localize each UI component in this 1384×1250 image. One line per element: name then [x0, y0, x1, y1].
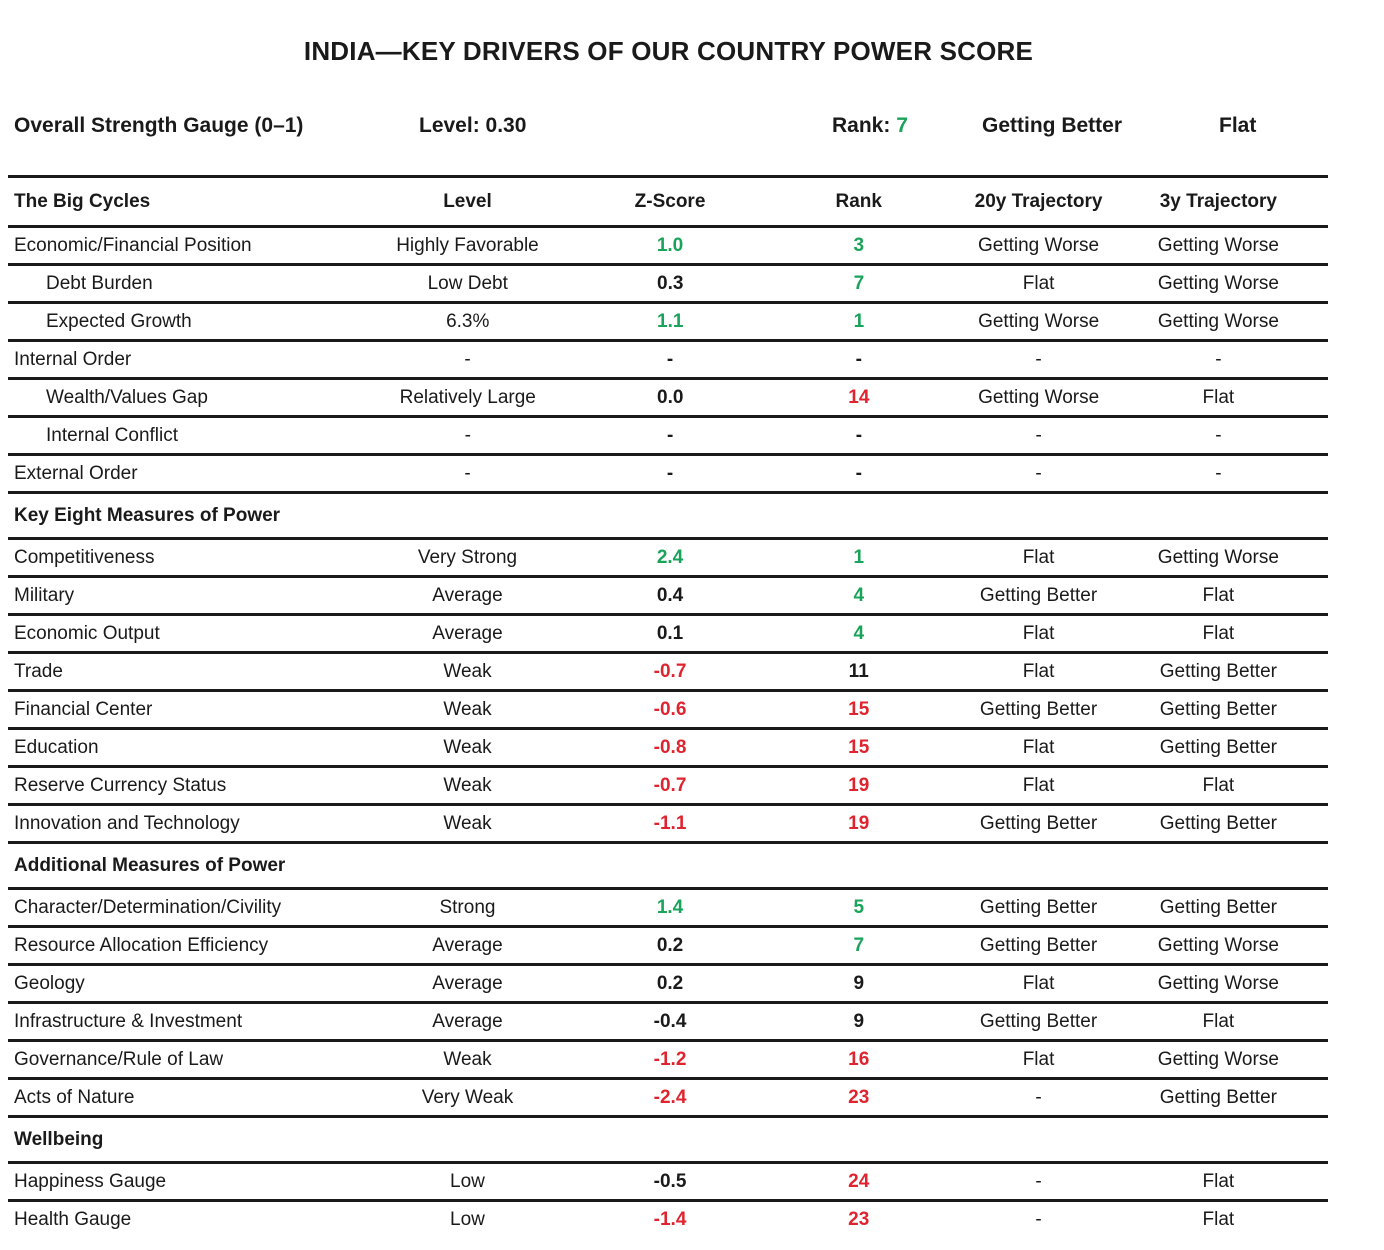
table-row	[8, 456, 1328, 494]
rank-cell: 7	[853, 272, 865, 294]
trajectory-3y-cell: Getting Worse	[1157, 1048, 1279, 1070]
trajectory-20y-cell: -	[1035, 1208, 1042, 1230]
measure-name: Economic Output	[14, 622, 160, 644]
table-row	[8, 616, 1328, 654]
z-score-cell: 1.0	[656, 234, 684, 256]
rank-cell: 9	[853, 972, 865, 994]
rank-cell: 14	[848, 386, 870, 408]
level-cell: Very Weak	[421, 1086, 514, 1108]
trajectory-3y-cell: Getting Worse	[1157, 234, 1279, 256]
measure-name: Competitiveness	[14, 546, 155, 568]
section-title: Wellbeing	[14, 1128, 104, 1150]
rank-cell: 24	[848, 1170, 870, 1192]
rank-cell: 15	[848, 736, 870, 758]
trajectory-3y-cell: Getting Better	[1159, 1086, 1277, 1108]
measure-name: External Order	[14, 462, 138, 484]
level-cell: -	[464, 424, 471, 446]
level-cell: Weak	[443, 698, 492, 720]
trajectory-3y-cell: Getting Worse	[1157, 546, 1279, 568]
level-cell: 6.3%	[446, 310, 490, 332]
trajectory-20y-cell: Flat	[1022, 972, 1055, 994]
z-score-cell: 0.0	[657, 386, 684, 408]
trajectory-3y-cell: -	[1215, 348, 1222, 370]
measure-name: Innovation and Technology	[14, 812, 240, 834]
table-row	[8, 1042, 1328, 1080]
trajectory-3y-cell: Flat	[1202, 1208, 1235, 1230]
trajectory-3y-cell: Flat	[1202, 622, 1235, 644]
rank-cell: 9	[853, 1010, 865, 1032]
z-score-cell: -	[666, 348, 674, 370]
trajectory-3y-cell: Getting Better	[1159, 896, 1277, 918]
trajectory-20y-cell: Flat	[1022, 736, 1055, 758]
rank-cell: 1	[853, 546, 865, 568]
level-cell: -	[464, 348, 471, 370]
trajectory-20y-cell: Getting Better	[979, 934, 1098, 956]
table-row	[8, 380, 1328, 418]
trajectory-20y-cell: Flat	[1022, 272, 1055, 294]
table-row	[8, 928, 1328, 966]
section-header-row	[8, 1118, 1328, 1164]
level-cell: -	[464, 462, 471, 484]
z-score-cell: -0.7	[653, 660, 687, 682]
overall-rank-value: 7	[896, 114, 908, 137]
z-score-cell: -0.8	[653, 736, 687, 758]
measure-name: Happiness Gauge	[14, 1170, 167, 1192]
trajectory-20y-cell: -	[1035, 424, 1042, 446]
z-score-cell: 0.4	[656, 584, 684, 606]
table-row	[8, 768, 1328, 806]
rank-cell: 15	[848, 698, 870, 720]
table-row	[8, 654, 1328, 692]
level-cell: Low Debt	[427, 272, 508, 294]
measure-name: Internal Order	[14, 348, 132, 370]
level-cell: Very Strong	[417, 546, 518, 568]
rank-cell: 11	[848, 660, 869, 682]
measure-name: Trade	[14, 660, 63, 682]
measure-name: Infrastructure & Investment	[14, 1010, 243, 1032]
z-score-cell: -0.7	[653, 774, 687, 796]
measure-name: Governance/Rule of Law	[14, 1048, 224, 1070]
rank-cell: -	[855, 424, 863, 446]
z-score-cell: -0.4	[653, 1010, 687, 1032]
measure-name: Military	[14, 584, 75, 606]
measure-name: Internal Conflict	[46, 424, 179, 446]
measure-name: Reserve Currency Status	[14, 774, 227, 796]
trajectory-3y-cell: Getting Better	[1159, 812, 1277, 834]
trajectory-20y-cell: -	[1035, 348, 1042, 370]
rank-cell: 19	[848, 812, 870, 834]
z-score-cell: 0.1	[656, 622, 684, 644]
z-score-cell: 1.1	[657, 310, 684, 332]
z-score-cell: 2.4	[656, 546, 684, 568]
column-header-rank: Rank	[835, 190, 882, 212]
rank-cell: 23	[848, 1086, 870, 1108]
z-score-cell: -	[666, 462, 674, 484]
z-score-cell: -0.6	[653, 698, 687, 720]
trajectory-3y-cell: Getting Worse	[1157, 272, 1279, 294]
table-row	[8, 266, 1328, 304]
table-row	[8, 890, 1328, 928]
overall-rank	[832, 114, 908, 144]
rank-cell: 1	[853, 310, 865, 332]
trajectory-20y-cell: -	[1035, 462, 1042, 484]
trajectory-3y-cell: Getting Worse	[1157, 934, 1279, 956]
rank-cell: 19	[848, 774, 870, 796]
measure-name: Expected Growth	[46, 310, 192, 332]
measure-name: Resource Allocation Efficiency	[14, 934, 269, 956]
table-row	[8, 578, 1328, 616]
trajectory-3y-cell: -	[1215, 424, 1222, 446]
rank-cell: 3	[853, 234, 865, 256]
rank-cell: 23	[848, 1208, 870, 1230]
table-row	[8, 1202, 1328, 1237]
column-header-20y-trajectory: 20y Trajectory	[974, 190, 1103, 212]
table-row	[8, 730, 1328, 768]
trajectory-20y-cell: Getting Better	[979, 812, 1098, 834]
level-cell: Weak	[443, 812, 492, 834]
trajectory-3y-cell: -	[1215, 462, 1222, 484]
trajectory-3y-cell: Getting Worse	[1157, 972, 1279, 994]
trajectory-20y-cell: Flat	[1022, 1048, 1055, 1070]
trajectory-20y-cell: Getting Better	[979, 584, 1098, 606]
table-row	[8, 304, 1328, 342]
table-row	[8, 806, 1328, 844]
column-header-level: Level	[443, 190, 492, 212]
table-row	[8, 966, 1328, 1004]
trajectory-20y-cell: Getting Worse	[978, 386, 1100, 408]
trajectory-3y-cell: Flat	[1202, 584, 1235, 606]
trajectory-20y-cell: -	[1035, 1170, 1042, 1192]
z-score-cell: 0.2	[656, 972, 684, 994]
trajectory-20y-cell: -	[1035, 1086, 1042, 1108]
level-cell: Low	[450, 1208, 485, 1230]
trajectory-3y-cell: Flat	[1202, 1170, 1235, 1192]
rank-cell: 4	[853, 584, 865, 606]
level-cell: Weak	[443, 774, 492, 796]
rank-cell: 4	[853, 622, 865, 644]
z-score-cell: -1.1	[653, 812, 687, 834]
trajectory-3y-cell: Getting Better	[1159, 698, 1277, 720]
trajectory-20y-cell: Getting Worse	[977, 234, 1100, 256]
trajectory-20y-cell: Getting Better	[979, 896, 1098, 918]
column-header-big-cycles: The Big Cycles	[14, 190, 151, 212]
trajectory-20y-cell: Flat	[1022, 546, 1055, 568]
drivers-table	[8, 175, 1328, 1237]
level-cell: Strong	[439, 896, 496, 918]
rank-cell: -	[855, 462, 862, 484]
section-header-row	[8, 844, 1328, 890]
trajectory-3y-cell: Getting Better	[1159, 660, 1277, 682]
measure-name: Geology	[14, 972, 85, 994]
z-score-cell: 1.4	[656, 896, 684, 918]
trajectory-20y-cell: Getting Better	[979, 698, 1098, 720]
measure-name: Character/Determination/Civility	[14, 896, 282, 918]
trajectory-3y-cell: Flat	[1202, 386, 1235, 408]
z-score-cell: -0.5	[653, 1170, 687, 1192]
z-score-cell: -2.4	[653, 1086, 687, 1108]
trajectory-20y-cell: Getting Worse	[978, 310, 1100, 332]
rank-cell: 7	[853, 934, 865, 956]
rank-cell: 16	[848, 1048, 870, 1070]
measure-name: Economic/Financial Position	[14, 234, 252, 256]
z-score-cell: 0.2	[656, 934, 684, 956]
table-row	[8, 418, 1328, 456]
level-cell: Average	[432, 622, 503, 644]
z-score-cell: -	[667, 424, 674, 446]
table-row	[8, 1080, 1328, 1118]
overall-trajectory-3y: Flat	[1219, 114, 1257, 137]
measure-name: Wealth/Values Gap	[46, 386, 208, 408]
section-header-row	[8, 494, 1328, 540]
level-cell: Average	[432, 584, 503, 606]
level-cell: Low	[450, 1170, 485, 1192]
trajectory-20y-cell: Flat	[1022, 622, 1055, 644]
level-cell: Weak	[443, 660, 492, 682]
measure-name: Education	[14, 736, 99, 758]
table-row	[8, 1164, 1328, 1202]
column-header-z-score: Z-Score	[634, 190, 706, 212]
trajectory-3y-cell: Getting Better	[1159, 736, 1277, 758]
trajectory-20y-cell: Flat	[1022, 660, 1055, 682]
rank-cell: -	[855, 348, 862, 370]
z-score-cell: -1.2	[653, 1048, 687, 1070]
trajectory-3y-cell: Getting Worse	[1157, 310, 1279, 332]
table-header-row	[8, 175, 1328, 228]
table-row	[8, 540, 1328, 578]
level-cell: Average	[432, 934, 503, 956]
level-cell: Average	[432, 972, 503, 994]
trajectory-20y-cell: Getting Better	[979, 1010, 1098, 1032]
measure-name: Acts of Nature	[14, 1086, 135, 1108]
trajectory-3y-cell: Flat	[1202, 774, 1235, 796]
measure-name: Health Gauge	[14, 1208, 132, 1230]
level-cell: Highly Favorable	[396, 234, 539, 256]
z-score-cell: -1.4	[653, 1208, 687, 1230]
table-row	[8, 342, 1328, 380]
rank-cell: 5	[853, 896, 865, 918]
overall-rank-label: Rank:	[832, 114, 891, 137]
section-title: Key Eight Measures of Power	[14, 504, 281, 526]
overall-level: Level: 0.30	[419, 114, 527, 137]
level-cell: Weak	[443, 736, 492, 758]
level-cell: Weak	[443, 1048, 492, 1070]
level-cell: Average	[432, 1010, 503, 1032]
column-header-3y-trajectory: 3y Trajectory	[1159, 190, 1277, 212]
measure-name: Financial Center	[14, 698, 153, 720]
overall-gauge-label: Overall Strength Gauge (0–1)	[14, 114, 304, 137]
overall-trajectory-20y: Getting Better	[982, 114, 1123, 137]
trajectory-20y-cell: Flat	[1022, 774, 1055, 796]
table-row	[8, 1004, 1328, 1042]
table-row	[8, 692, 1328, 730]
section-title: Additional Measures of Power	[14, 854, 286, 876]
page-title: INDIA—KEY DRIVERS OF OUR COUNTRY POWER SCORE	[303, 36, 1034, 66]
z-score-cell: 0.3	[657, 272, 684, 294]
measure-name: Debt Burden	[46, 272, 153, 294]
trajectory-3y-cell: Flat	[1202, 1010, 1235, 1032]
level-cell: Relatively Large	[399, 386, 536, 408]
table-row	[8, 228, 1328, 266]
